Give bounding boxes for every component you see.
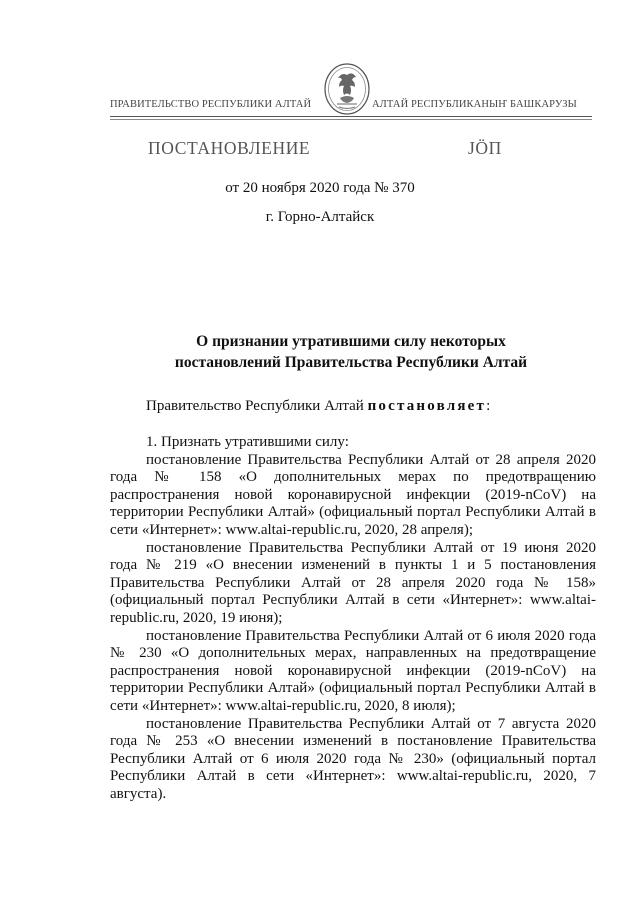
resolve-clause: [146, 398, 490, 415]
doc-type-altai: ЈӦП: [468, 138, 502, 158]
title-line: постановлений Правительства Республики Алтай: [174, 354, 528, 371]
paragraph-resolution-158: постановление Правительства Республики Алтай от 28 апреля 2020 года № 158 «О дополнительных мерах по предотвращению распространения новой коронавирусной инфекции (2019-nCoV) на территории Республики Алтай» (официальный портал Республики Алтай в сети «Интернет»: www.altai-republic.ru, 2020, 28 апреля);: [110, 451, 596, 538]
resolve-keyword: постановляет: [367, 398, 487, 414]
header-government-name: ПРАВИТЕЛЬСТВО РЕСПУБЛИКИ АЛТАЙ: [110, 99, 312, 110]
paragraph-resolution-219: постановление Правительства Республики Алтай от 19 июня 2020 года № 219 «О внесении изменений в пункты 1 и 5 постановления Правительства Республики Алтай от 28 апреля 2020 года № 158» (официальный портал Республики Алтай в сети «Интернет»: www.altai-republic.ru, 2020, 19 июня);: [110, 539, 596, 626]
paragraph-resolution-230: постановление Правительства Республики Алтай от 6 июля 2020 года № 230 «О дополнительных мерах, направленных на предотвращение распространения новой коронавирусной инфекции (2019-nCoV) на территории Республики Алтай» (официальный портал Республики Алтай в сети «Интернет»: www.altai-republic.ru, 2020, 8 июля);: [110, 627, 596, 714]
coat-of-arms-icon: [322, 62, 372, 116]
document-city: г. Горно-Алтайск: [265, 209, 375, 225]
document-title: [0, 331, 640, 373]
header-divider-thin: [110, 119, 592, 120]
header-government-name-altai: АЛТАЙ РЕСПУБЛИКАНЫҤ БАШКАРУЗЫ: [372, 99, 577, 110]
header-divider: [110, 116, 592, 117]
document-body: [110, 434, 596, 803]
document-date-number: от 20 ноября 2020 года № 370: [225, 180, 415, 196]
title-line: О признании утратившими силу некоторых: [196, 333, 506, 350]
paragraph-resolution-253: постановление Правительства Республики Алтай от 7 августа 2020 года № 253 «О внесении изменений в постановление Правительства Республики Алтай от 6 июля 2020 года № 230» (официальный портал Республики Алтай в сети «Интернет»: www.altai-republic.ru, 2020, 7 августа).: [110, 715, 596, 802]
paragraph-item-1: 1. Признать утратившими силу:: [146, 434, 349, 450]
resolve-text: Правительство Республики Алтай: [146, 398, 368, 414]
doc-type-russian: ПОСТАНОВЛЕНИЕ: [148, 138, 311, 158]
resolve-colon: :: [486, 398, 491, 414]
